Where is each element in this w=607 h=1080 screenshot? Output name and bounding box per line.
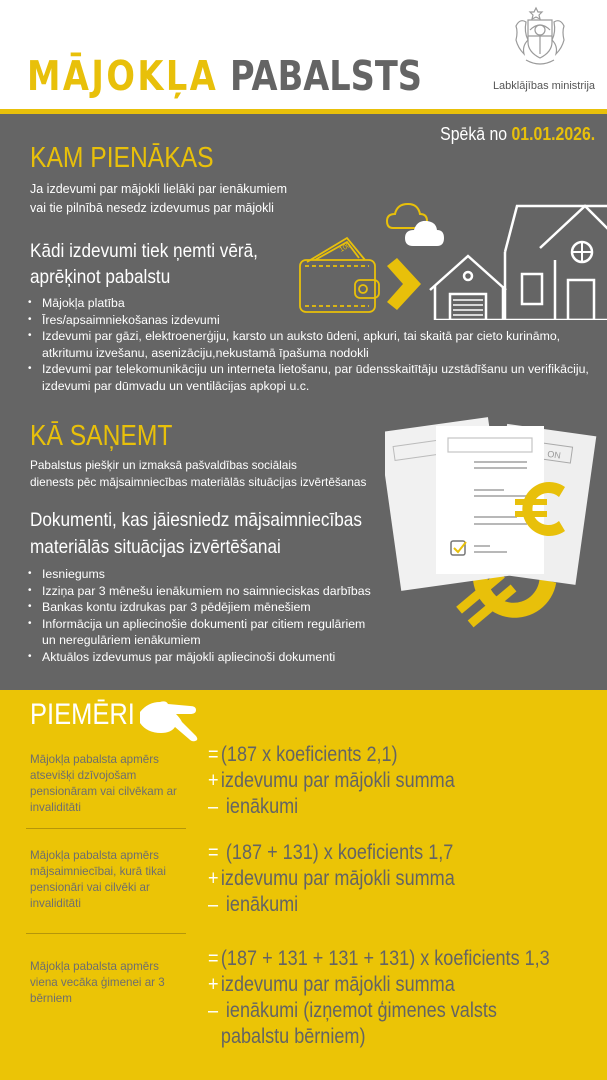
documents-subheading-line-1: Dokumenti, kas jāiesniedz mājsaimniecības xyxy=(30,509,362,531)
expenses-subheading-line-2: aprēķinot pabalstu xyxy=(30,266,171,288)
documents-subheading xyxy=(30,507,362,561)
title-part-2: PABALSTS xyxy=(230,52,423,100)
svg-text:ON: ON xyxy=(546,448,562,461)
svg-text:100: 100 xyxy=(338,241,353,254)
example-1-formula: = (187 x koeficients 2,1) + izdevumu par mājokli summa – ienākumi xyxy=(208,743,455,818)
latvia-coat-of-arms-icon xyxy=(508,6,572,70)
info-section xyxy=(0,114,607,690)
examples-section xyxy=(0,690,607,1080)
how-to-get-lead-line-1: Pabalstus piešķir un izmaksā pašvaldības sociālais xyxy=(30,458,297,472)
wallet-icon xyxy=(300,238,379,312)
documents-list xyxy=(27,566,382,665)
pointing-hand-icon xyxy=(138,698,202,742)
effective-date xyxy=(440,124,595,145)
how-to-get-lead xyxy=(30,457,366,491)
chevron-right-icon xyxy=(387,258,421,310)
examples-heading: PIEMĒRI xyxy=(30,698,135,731)
effective-label: Spēkā no xyxy=(439,124,507,144)
page-title xyxy=(27,52,422,100)
title-part-1: MĀJOKĻA xyxy=(27,52,219,100)
eligibility-lead xyxy=(30,180,287,218)
divider xyxy=(26,828,186,829)
list-item: • Mājokļa platība xyxy=(27,295,597,312)
example-3-formula: = (187 + 131 + 131 + 131) x koeficients 1,3 + izdevumu par mājokli summa – ienākumi (izņemot ģimenes valsts pabalstu bērniem) xyxy=(208,947,550,1048)
ministry-logo xyxy=(488,6,600,96)
expenses-subheading xyxy=(30,238,258,290)
divider xyxy=(26,933,186,934)
expenses-subheading-line-1: Kādi izdevumi tiek ņemti vērā, xyxy=(30,240,258,262)
list-item: • Bankas kontu izdrukas par 3 pēdējiem mēnešiem xyxy=(27,599,382,616)
house-icon xyxy=(505,206,607,320)
list-item: • Izdevumi par telekomunikāciju un interneta lietošanu, par ūdensskaitītāju uzstādīšanu un verifikāciju, izdevumi par dūmvadu un ventilācijas apkopi u.c. xyxy=(27,361,597,394)
header xyxy=(0,0,607,109)
how-to-get-lead-line-2: dienests pēc mājsaimniecības materiālās situācijas izvērtēšanas xyxy=(30,475,367,489)
eligibility-lead-line-2: vai tie pilnībā nesedz izdevumus par mājokli xyxy=(30,201,274,215)
ministry-name: Labklājības ministrija xyxy=(492,80,596,92)
example-2-label: Mājokļa pabalsta apmērs mājsaimniecībai, kurā tikai pensionāri vai cilvēki ar invaliditāti xyxy=(30,849,166,910)
how-to-get-heading: KĀ SAŅEMT xyxy=(30,420,173,452)
example-3-label: Mājokļa pabalsta apmērs viena vecāka ģimenei ar 3 bērniem xyxy=(30,960,165,1005)
list-item: • Izziņa par 3 mēnešu ienākumiem no saimnieciskas darbības xyxy=(27,583,382,600)
list-item: • Izdevumi par gāzi, elektroenerģiju, karsto un auksto ūdeni, apkuri, tai skaitā par cieto kurināmo, atkritumu izvešanu, asenizāciju,nekustamā īpašuma nodokli xyxy=(27,328,597,361)
garage-icon xyxy=(430,256,506,320)
documents-subheading-line-2: materiālās situācijas izvērtēšanai xyxy=(30,536,281,558)
effective-date-value: 01.01.2026. xyxy=(511,124,595,144)
example-1-label: Mājokļa pabalsta apmērs atsevišķi dzīvojošam pensionāram vai cilvēkam ar invaliditāti xyxy=(30,753,177,814)
list-item: • Aktuālos izdevumus par mājokli apliecinoši dokumenti xyxy=(27,649,382,666)
eligibility-lead-line-1: Ja izdevumi par mājokli lielāki par ienākumiem xyxy=(30,182,288,196)
housing-illustration xyxy=(295,180,607,320)
list-item: • Informācija un apliecinošie dokumenti par citiem regulāriem un neregulāriem ienākumiem xyxy=(27,616,382,649)
list-item: • Īres/apsaimniekošanas izdevumi xyxy=(27,312,597,329)
example-2-formula: = (187 + 131) x koeficients 1,7 + izdevumu par mājokli summa – ienākumi xyxy=(208,841,455,916)
documents-illustration xyxy=(385,394,607,654)
list-item: • Iesniegums xyxy=(27,566,382,583)
eligibility-heading: KAM PIENĀKAS xyxy=(30,142,214,174)
